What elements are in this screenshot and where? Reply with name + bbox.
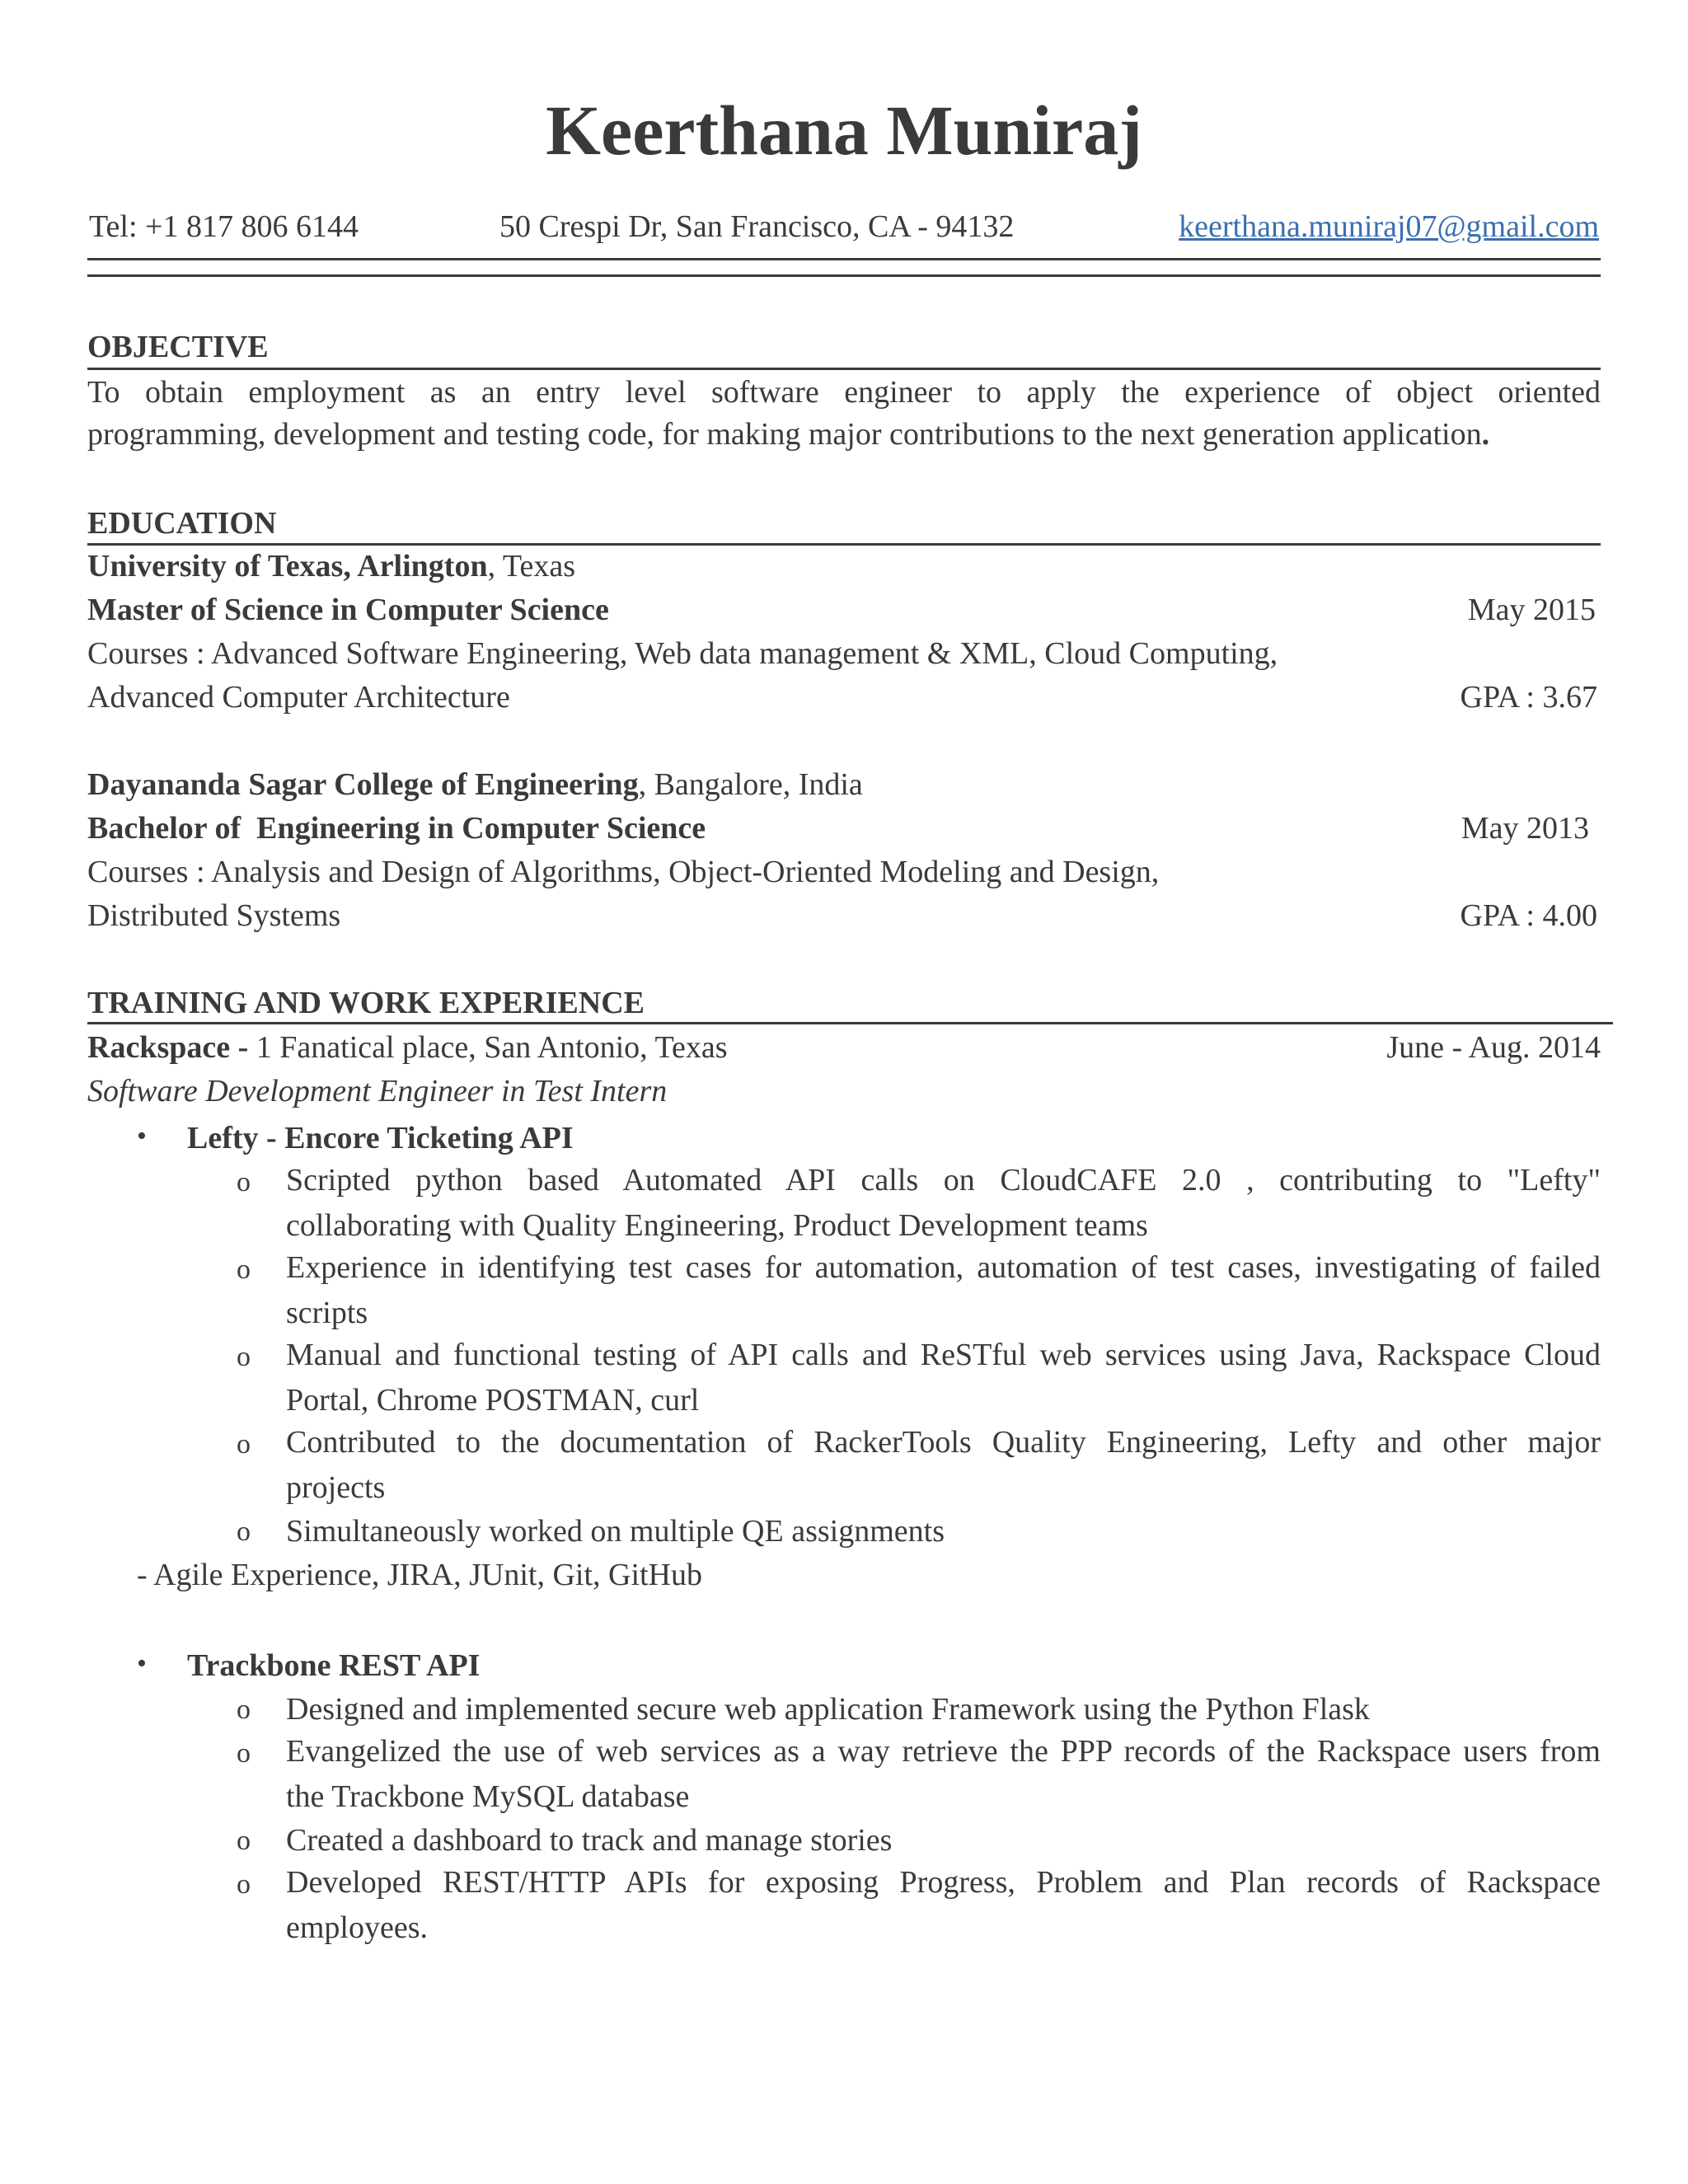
project-2-point-3: Created a dashboard to track and manage stories bbox=[286, 1823, 893, 1858]
project-2-point-1: Designed and implemented secure web application Framework using the Python Flask bbox=[286, 1692, 1370, 1727]
project-2-title: Trackbone REST API bbox=[187, 1648, 481, 1683]
uta-school: University of Texas, Arlington, Texas bbox=[87, 549, 576, 583]
objective-title: OBJECTIVE bbox=[87, 330, 269, 364]
project-2-point-2b: the Trackbone MySQL database bbox=[286, 1779, 690, 1814]
address: 50 Crespi Dr, San Francisco, CA - 94132 bbox=[499, 209, 1015, 244]
project-1-point-2b: scripts bbox=[286, 1296, 368, 1330]
sub-bullet-icon: o bbox=[237, 1516, 251, 1547]
sub-bullet-icon: o bbox=[237, 1738, 251, 1769]
job-role: Software Development Engineer in Test Intern bbox=[87, 1074, 668, 1108]
project-1-point-2a: Experience in identifying test cases for automation, automation of test cases, investigating of failed bbox=[286, 1250, 1601, 1285]
header-rule-bottom bbox=[87, 274, 1601, 277]
phone-number: Tel: +1 817 806 6144 bbox=[89, 209, 359, 244]
uta-degree: Master of Science in Computer Science bbox=[87, 593, 609, 627]
bullet-icon: • bbox=[137, 1648, 147, 1679]
sub-bullet-icon: o bbox=[237, 1869, 251, 1900]
sub-bullet-icon: o bbox=[237, 1167, 251, 1197]
objective-line-1: To obtain employment as an entry level software engineer to apply the experience of object oriented bbox=[87, 375, 1601, 410]
experience-title: TRAINING AND WORK EXPERIENCE bbox=[87, 986, 645, 1020]
sub-bullet-icon: o bbox=[237, 1254, 251, 1285]
sub-bullet-icon: o bbox=[237, 1429, 251, 1460]
project-2-point-2a: Evangelized the use of web services as a way retrieve the PPP records of the Rackspace users from bbox=[286, 1734, 1601, 1769]
bullet-icon: • bbox=[137, 1121, 147, 1151]
objective-line-2: programming, development and testing code, for making major contributions to the next generation application. bbox=[87, 417, 1490, 452]
dsce-gpa: GPA : 4.00 bbox=[1460, 898, 1597, 933]
project-1-point-5: Simultaneously worked on multiple QE assignments bbox=[286, 1514, 945, 1549]
uta-courses-line-2: Advanced Computer Architecture bbox=[87, 680, 510, 715]
candidate-name: Keerthana Muniraj bbox=[546, 91, 1142, 170]
project-1-title: Lefty - Encore Ticketing API bbox=[187, 1121, 574, 1155]
sub-bullet-icon: o bbox=[237, 1342, 251, 1372]
project-1-point-3a: Manual and functional testing of API calls and ReSTful web services using Java, Rackspace Cloud bbox=[286, 1338, 1601, 1372]
experience-dates: June - Aug. 2014 bbox=[1386, 1030, 1601, 1065]
uta-gpa: GPA : 3.67 bbox=[1460, 680, 1597, 715]
dsce-courses-line-1: Courses : Analysis and Design of Algorithms, Object-Oriented Modeling and Design, bbox=[87, 855, 1160, 889]
company-line: Rackspace - 1 Fanatical place, San Antonio, Texas bbox=[87, 1030, 728, 1065]
sub-bullet-icon: o bbox=[237, 1694, 251, 1725]
header-rule-top bbox=[87, 258, 1601, 260]
objective-rule bbox=[87, 368, 1601, 370]
dsce-school: Dayananda Sagar College of Engineering, Bangalore, India bbox=[87, 767, 863, 802]
project-1-point-4b: projects bbox=[286, 1470, 386, 1505]
sub-bullet-icon: o bbox=[237, 1825, 251, 1856]
project-1-point-3b: Portal, Chrome POSTMAN, curl bbox=[286, 1383, 700, 1418]
dsce-date: May 2013 bbox=[1461, 811, 1589, 846]
uta-date: May 2015 bbox=[1467, 593, 1596, 627]
project-1-tools: - Agile Experience, JIRA, JUnit, Git, GitHub bbox=[137, 1558, 703, 1592]
education-rule bbox=[87, 543, 1601, 546]
project-2-point-4a: Developed REST/HTTP APIs for exposing Progress, Problem and Plan records of Rackspace bbox=[286, 1865, 1601, 1900]
project-1-point-1b: collaborating with Quality Engineering, Product Development teams bbox=[286, 1208, 1148, 1243]
project-2-point-4b: employees. bbox=[286, 1910, 429, 1945]
experience-rule bbox=[87, 1022, 1613, 1024]
dsce-degree: Bachelor of Engineering in Computer Science bbox=[87, 811, 706, 846]
project-1-point-1a: Scripted python based Automated API calls on CloudCAFE 2.0 , contributing to "Lefty" bbox=[286, 1163, 1601, 1197]
project-1-point-4a: Contributed to the documentation of RackerTools Quality Engineering, Lefty and other major bbox=[286, 1425, 1601, 1460]
education-title: EDUCATION bbox=[87, 506, 277, 541]
uta-courses-line-1: Courses : Advanced Software Engineering, Web data management & XML, Cloud Computing, bbox=[87, 636, 1278, 671]
dsce-courses-line-2: Distributed Systems bbox=[87, 898, 341, 933]
email-link[interactable]: keerthana.muniraj07@gmail.com bbox=[1179, 209, 1599, 244]
